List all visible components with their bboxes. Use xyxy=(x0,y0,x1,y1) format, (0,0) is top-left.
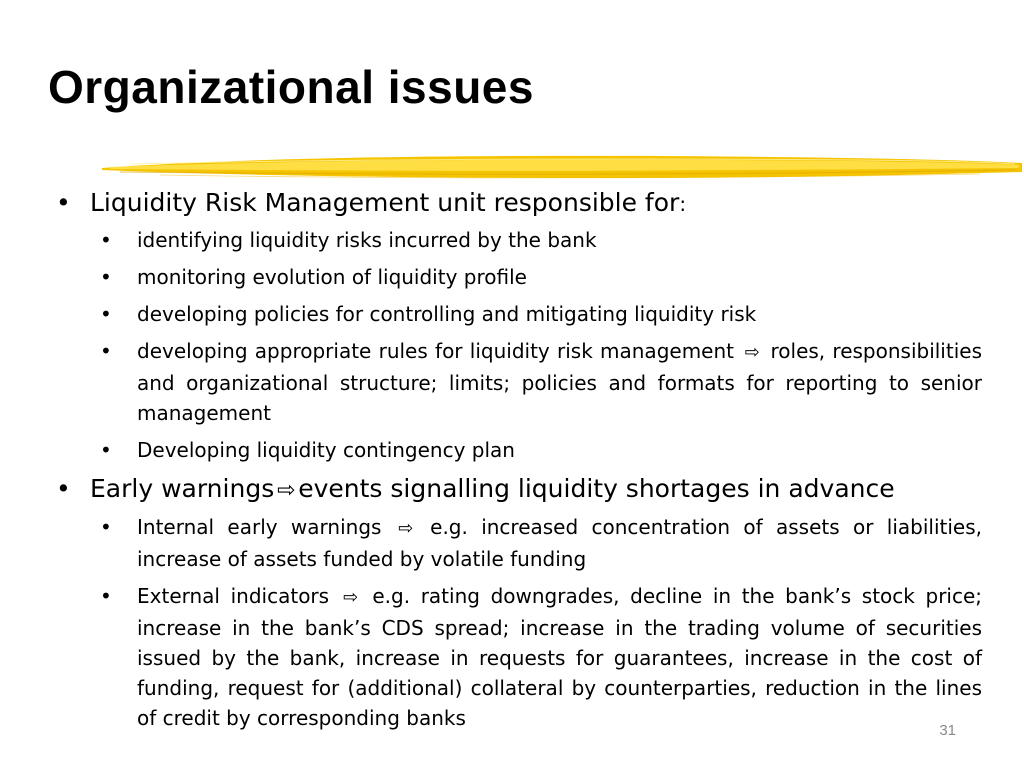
sub-bullet-item xyxy=(48,299,982,329)
bullet-dot: • xyxy=(100,515,112,539)
bullet-dot: • xyxy=(100,302,112,326)
bullet-early-warnings xyxy=(48,472,982,508)
sub-bullet-text: e.g. rating downgrades, decline in the bank’s stock price; increase in the bank’s CDS spread; increase in the trading volume of securities issued by the bank, increase in requests for guarantees, increase in the cost of funding, request for (additional) collateral by counterparties, reduction in the lines of credit by corresponding banks xyxy=(137,584,983,730)
slide-title: Organizational issues xyxy=(48,61,534,113)
bullet-dot: • xyxy=(100,228,112,252)
bullet-text: Early warnings xyxy=(90,474,275,503)
open-right-arrow-icon: ⇨ xyxy=(744,342,760,363)
bullet-dot: • xyxy=(100,584,112,608)
bullet-dot: • xyxy=(56,474,71,503)
title-underline-brushstroke xyxy=(100,150,1024,186)
sub-bullet-item xyxy=(48,512,982,574)
sub-bullet-text: Developing liquidity contingency plan xyxy=(137,438,515,462)
slide-number: 31 xyxy=(939,722,956,739)
sub-bullet-item xyxy=(48,225,982,255)
sub-bullet-item xyxy=(48,581,982,733)
open-right-arrow-icon: ⇨ xyxy=(277,478,296,503)
slide-body xyxy=(48,186,982,740)
sub-bullet-text: developing policies for controlling and mitigating liquidity risk xyxy=(137,302,757,326)
sub-bullet-text: External indicators xyxy=(137,584,330,608)
bullet-dot: • xyxy=(56,188,71,217)
sub-bullet-text: e.g. increased concentration of assets or liabilities, increase of assets funded by volatile funding xyxy=(137,515,983,571)
bullet-text: events signalling liquidity shortages in advance xyxy=(298,474,895,503)
sub-bullet-text: identifying liquidity risks incurred by the bank xyxy=(137,228,597,252)
bullet-dot: • xyxy=(100,339,112,363)
sub-bullet-item xyxy=(48,262,982,292)
sub-list-early-warnings xyxy=(48,512,982,733)
bullet-text: Liquidity Risk Management unit responsible for xyxy=(90,188,680,217)
sub-bullet-text: roles, responsibilities and organizational structure; limits; policies and formats for reporting to senior management xyxy=(137,339,982,425)
bullet-responsibilities xyxy=(48,186,982,221)
sub-bullet-item xyxy=(48,336,982,428)
bullet-dot: • xyxy=(100,438,112,462)
bullet-colon: : xyxy=(679,192,687,216)
sub-bullet-text: monitoring evolution of liquidity profile xyxy=(137,265,527,289)
sub-list-responsibilities xyxy=(48,225,982,465)
open-right-arrow-icon: ⇨ xyxy=(398,518,414,539)
sub-bullet-item xyxy=(48,435,982,465)
open-right-arrow-icon: ⇨ xyxy=(343,587,359,608)
sub-bullet-text: developing appropriate rules for liquidity risk management xyxy=(137,339,734,363)
sub-bullet-text: Internal early warnings xyxy=(137,515,382,539)
bullet-dot: • xyxy=(100,265,112,289)
